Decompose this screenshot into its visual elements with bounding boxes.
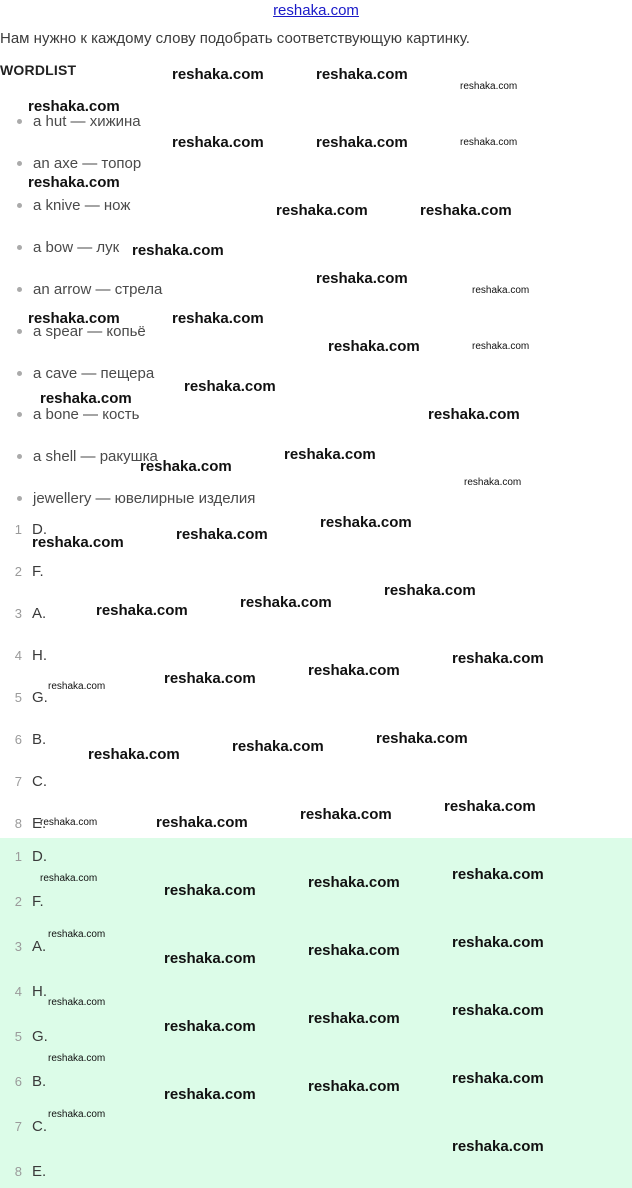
watermark: reshaka.com bbox=[284, 446, 376, 463]
answer-number: 7 bbox=[14, 773, 22, 789]
watermark: reshaka.com bbox=[308, 942, 400, 959]
answer-value: D. bbox=[32, 847, 47, 865]
word-item bbox=[0, 152, 141, 174]
answer-number: 6 bbox=[14, 1073, 22, 1089]
answer-value: D. bbox=[32, 520, 47, 538]
watermark: reshaka.com bbox=[320, 514, 412, 531]
watermark: reshaka.com bbox=[308, 874, 400, 891]
watermark: reshaka.com bbox=[88, 746, 180, 763]
watermark: reshaka.com bbox=[420, 202, 512, 219]
answer-value: E. bbox=[32, 1162, 47, 1180]
answer-row-highlighted bbox=[0, 845, 47, 867]
answer-value: A. bbox=[32, 604, 47, 622]
watermark: reshaka.com bbox=[156, 814, 248, 831]
watermark: reshaka.com bbox=[28, 174, 120, 191]
answer-number: 4 bbox=[14, 983, 22, 999]
answer-row-highlighted bbox=[0, 890, 44, 912]
word-item bbox=[0, 194, 130, 216]
watermark: reshaka.com bbox=[460, 81, 518, 92]
word-item-text: a bone — кость bbox=[33, 405, 140, 423]
word-item-text: an axe — топор bbox=[33, 154, 142, 172]
watermark: reshaka.com bbox=[172, 310, 264, 327]
answer-number: 1 bbox=[14, 848, 22, 864]
watermark: reshaka.com bbox=[48, 997, 106, 1008]
answer-number: 5 bbox=[14, 1028, 22, 1044]
watermark: reshaka.com bbox=[452, 1002, 544, 1019]
watermark: reshaka.com bbox=[328, 338, 420, 355]
watermark: reshaka.com bbox=[48, 1053, 106, 1064]
watermark: reshaka.com bbox=[308, 662, 400, 679]
watermark: reshaka.com bbox=[40, 817, 98, 828]
word-item bbox=[0, 445, 158, 467]
watermark: reshaka.com bbox=[460, 137, 518, 148]
watermark: reshaka.com bbox=[384, 582, 476, 599]
answer-value: G. bbox=[32, 1027, 48, 1045]
task-instruction: Нам нужно к каждому слову подобрать соответствующую картинку. bbox=[0, 30, 470, 47]
bullet-icon bbox=[17, 329, 22, 334]
watermark: reshaka.com bbox=[300, 806, 392, 823]
answer-number: 6 bbox=[14, 731, 22, 747]
watermark: reshaka.com bbox=[316, 134, 408, 151]
watermark: reshaka.com bbox=[464, 477, 522, 488]
watermark: reshaka.com bbox=[452, 1138, 544, 1155]
watermark: reshaka.com bbox=[444, 798, 536, 815]
watermark: reshaka.com bbox=[428, 406, 520, 423]
answer-value: H. bbox=[32, 982, 47, 1000]
word-item bbox=[0, 278, 162, 300]
site-link[interactable]: reshaka.com bbox=[273, 2, 359, 19]
word-item bbox=[0, 236, 119, 258]
watermark: reshaka.com bbox=[28, 98, 120, 115]
watermark: reshaka.com bbox=[452, 1070, 544, 1087]
answer-number: 2 bbox=[14, 563, 22, 579]
watermark: reshaka.com bbox=[240, 594, 332, 611]
watermark: reshaka.com bbox=[140, 458, 232, 475]
watermark: reshaka.com bbox=[176, 526, 268, 543]
answer-number: 1 bbox=[14, 521, 22, 537]
answer-value: F. bbox=[32, 562, 44, 580]
bullet-icon bbox=[17, 287, 22, 292]
word-item bbox=[0, 362, 154, 384]
answer-value: B. bbox=[32, 730, 47, 748]
watermark: reshaka.com bbox=[472, 341, 530, 352]
answer-number: 7 bbox=[14, 1118, 22, 1134]
watermark: reshaka.com bbox=[452, 650, 544, 667]
word-item-text: a shell — ракушка bbox=[33, 447, 158, 465]
word-item bbox=[0, 487, 255, 509]
word-item-text: an arrow — стрела bbox=[33, 280, 163, 298]
watermark: reshaka.com bbox=[40, 390, 132, 407]
answer-number: 5 bbox=[14, 689, 22, 705]
watermark: reshaka.com bbox=[96, 602, 188, 619]
bullet-icon bbox=[17, 203, 22, 208]
answer-row-highlighted bbox=[0, 1160, 46, 1182]
watermark: reshaka.com bbox=[316, 270, 408, 287]
bullet-icon bbox=[17, 496, 22, 501]
watermark: reshaka.com bbox=[308, 1010, 400, 1027]
word-item-text: jewellery — ювелирные изделия bbox=[33, 489, 256, 507]
answer-value: H. bbox=[32, 646, 47, 664]
watermark: reshaka.com bbox=[164, 950, 256, 967]
bullet-icon bbox=[17, 454, 22, 459]
bullet-icon bbox=[17, 412, 22, 417]
watermark: reshaka.com bbox=[164, 882, 256, 899]
watermark: reshaka.com bbox=[48, 1109, 106, 1120]
answer-row bbox=[0, 644, 47, 666]
watermark: reshaka.com bbox=[172, 134, 264, 151]
watermark: reshaka.com bbox=[184, 378, 276, 395]
word-item-text: a bow — лук bbox=[33, 238, 120, 256]
watermark: reshaka.com bbox=[48, 929, 106, 940]
answer-row bbox=[0, 686, 48, 708]
word-item-text: a hut — хижина bbox=[33, 112, 141, 130]
answer-number: 3 bbox=[14, 938, 22, 954]
watermark: reshaka.com bbox=[32, 534, 124, 551]
watermark: reshaka.com bbox=[164, 1086, 256, 1103]
watermark: reshaka.com bbox=[28, 310, 120, 327]
watermark: reshaka.com bbox=[172, 66, 264, 83]
watermark: reshaka.com bbox=[472, 285, 530, 296]
watermark: reshaka.com bbox=[232, 738, 324, 755]
answer-value: E. bbox=[32, 814, 47, 832]
word-item-text: a knive — нож bbox=[33, 196, 131, 214]
watermark: reshaka.com bbox=[40, 873, 98, 884]
answer-value: A. bbox=[32, 937, 47, 955]
watermark: reshaka.com bbox=[164, 670, 256, 687]
answer-value: B. bbox=[32, 1072, 47, 1090]
answer-row bbox=[0, 560, 44, 582]
watermark: reshaka.com bbox=[132, 242, 224, 259]
watermark: reshaka.com bbox=[316, 66, 408, 83]
answer-row bbox=[0, 728, 46, 750]
answer-row-highlighted bbox=[0, 980, 47, 1002]
watermark: reshaka.com bbox=[276, 202, 368, 219]
answer-value: G. bbox=[32, 688, 48, 706]
watermark: reshaka.com bbox=[452, 934, 544, 951]
answer-row-highlighted bbox=[0, 935, 46, 957]
answer-value: C. bbox=[32, 772, 47, 790]
watermark: reshaka.com bbox=[164, 1018, 256, 1035]
word-item-text: a spear — копьё bbox=[33, 322, 146, 340]
wordlist-heading: WORDLIST bbox=[0, 62, 77, 78]
answer-value: C. bbox=[32, 1117, 47, 1135]
answer-value: F. bbox=[32, 892, 44, 910]
answer-row bbox=[0, 770, 47, 792]
watermark: reshaka.com bbox=[376, 730, 468, 747]
bullet-icon bbox=[17, 245, 22, 250]
answer-row-highlighted bbox=[0, 1070, 46, 1092]
answer-row-highlighted bbox=[0, 1115, 47, 1137]
bullet-icon bbox=[17, 371, 22, 376]
bullet-icon bbox=[17, 161, 22, 166]
answer-number: 8 bbox=[14, 815, 22, 831]
watermark: reshaka.com bbox=[48, 681, 106, 692]
answer-number: 8 bbox=[14, 1163, 22, 1179]
answer-row bbox=[0, 602, 46, 624]
answer-number: 3 bbox=[14, 605, 22, 621]
answer-number: 4 bbox=[14, 647, 22, 663]
answer-number: 2 bbox=[14, 893, 22, 909]
answer-row-highlighted bbox=[0, 1025, 48, 1047]
word-item-text: a cave — пещера bbox=[33, 364, 155, 382]
watermark: reshaka.com bbox=[308, 1078, 400, 1095]
bullet-icon bbox=[17, 119, 22, 124]
watermark: reshaka.com bbox=[452, 866, 544, 883]
